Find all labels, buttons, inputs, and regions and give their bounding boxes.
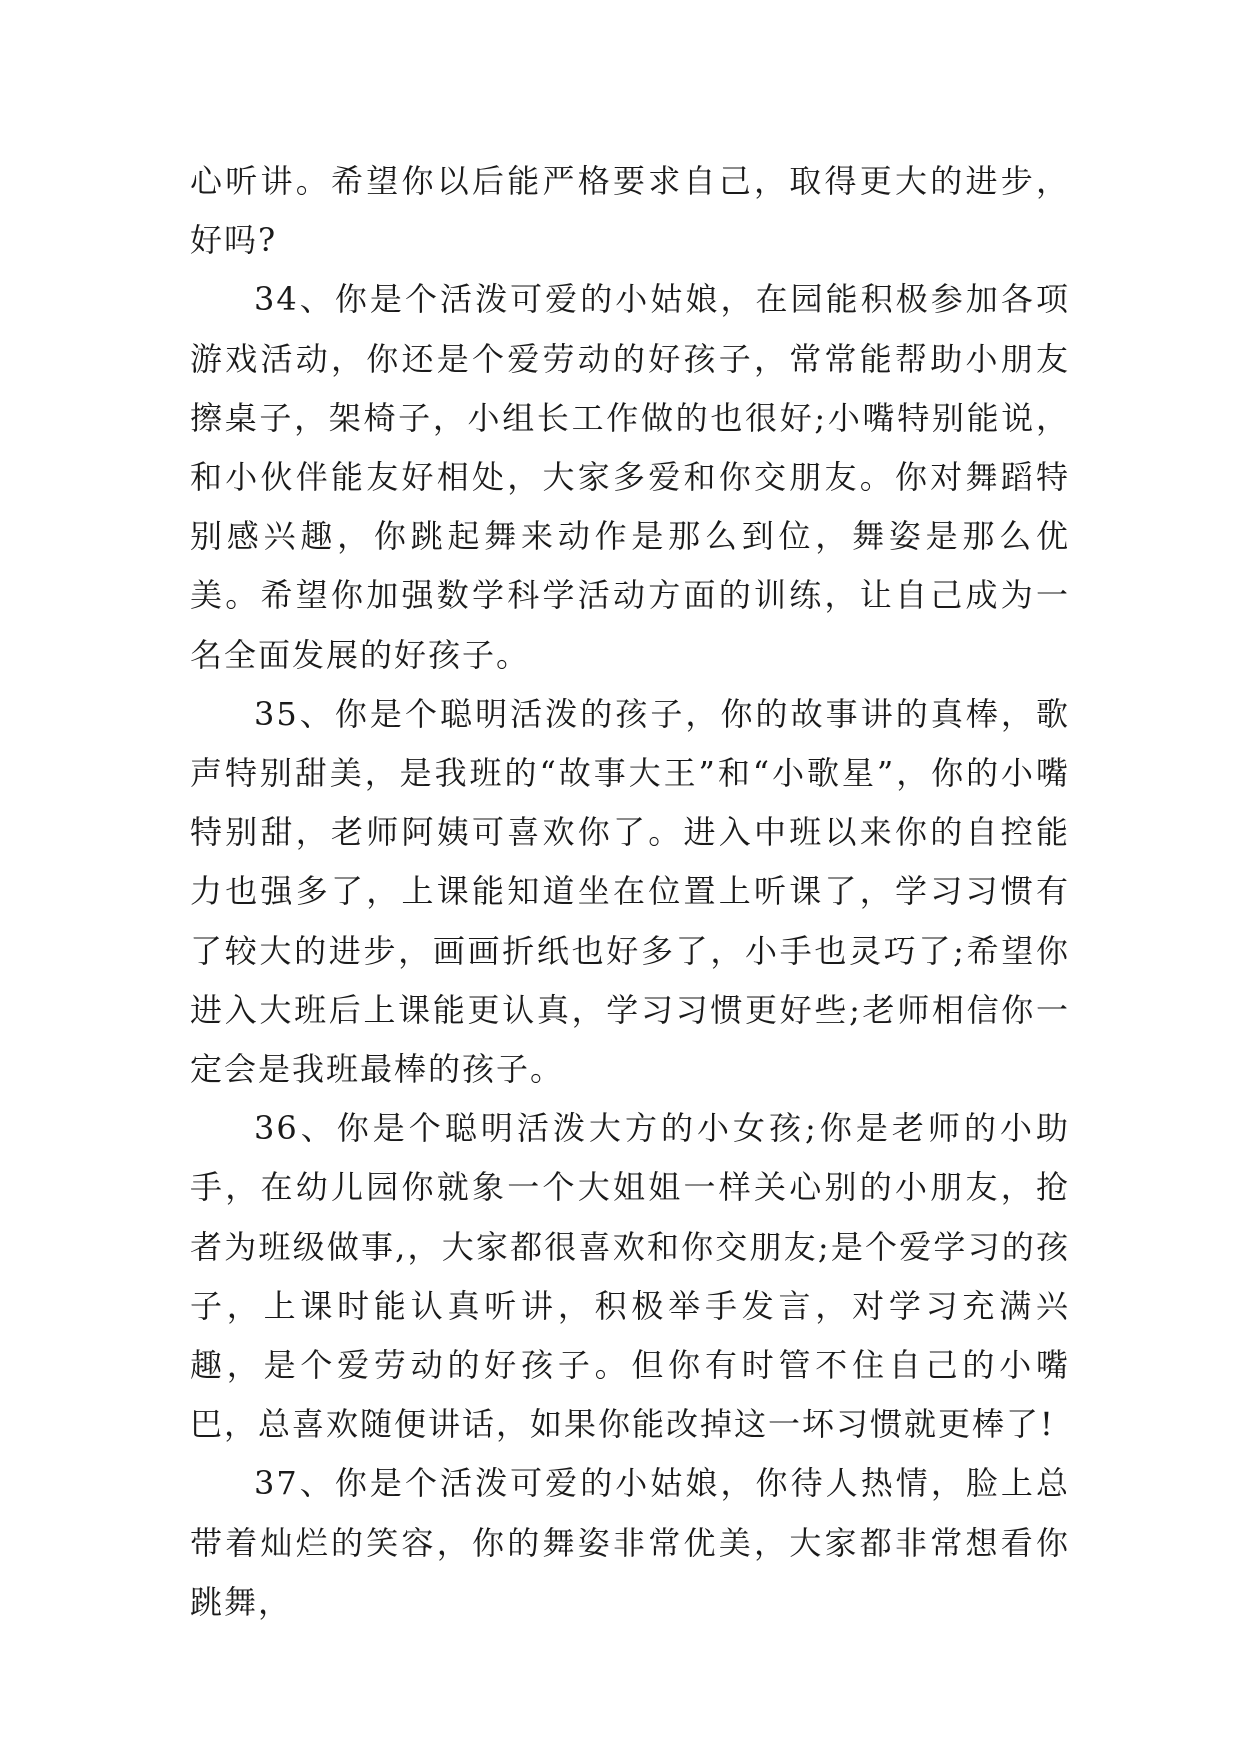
paragraph-comment-37: 37、你是个活泼可爱的小姑娘，你待人热情，脸上总带着灿烂的笑容，你的舞姿非常优美，大家都非常想看你跳舞， xyxy=(190,1464,1070,1621)
paragraph-comment-34: 34、你是个活泼可爱的小姑娘，在园能积极参加各项游戏活动，你还是个爱劳动的好孩子，常常能帮助小朋友擦桌子，架椅子，小组长工作做的也很好;小嘴特别能说，和小伙伴能友好相处，大家多爱和你交朋友。你对舞蹈特别感兴趣，你跳起舞来动作是那么到位，舞姿是那么优美。希望你加强数学科学活动方面的训练，让自己成为一名全面发展的好孩子。 xyxy=(190,280,1070,674)
paragraph-continuation: 心听讲。希望你以后能严格要求自己，取得更大的进步，好吗? xyxy=(190,162,1070,260)
paragraph-comment-35: 35、你是个聪明活泼的孩子，你的故事讲的真棒，歌声特别甜美，是我班的“故事大王”和“小歌星”，你的小嘴特别甜，老师阿姨可喜欢你了。进入中班以来你的自控能力也强多了，上课能知道坐在位置上听课了，学习习惯有了较大的进步，画画折纸也好多了，小手也灵巧了;希望你进入大班后上课能更认真，学习习惯更好些;老师相信你一定会是我班最棒的孩子。 xyxy=(190,694,1070,1089)
document-body xyxy=(190,152,1070,1632)
paragraph-comment-36: 36、你是个聪明活泼大方的小女孩;你是老师的小助手，在幼儿园你就象一个大姐姐一样关心别的小朋友，抢者为班级做事,，大家都很喜欢和你交朋友;是个爱学习的孩子，上课时能认真听讲，积极举手发言，对学习充满兴趣，是个爱劳动的好孩子。但你有时管不住自己的小嘴巴，总喜欢随便讲话，如果你能改掉这一坏习惯就更棒了! xyxy=(190,1109,1070,1444)
